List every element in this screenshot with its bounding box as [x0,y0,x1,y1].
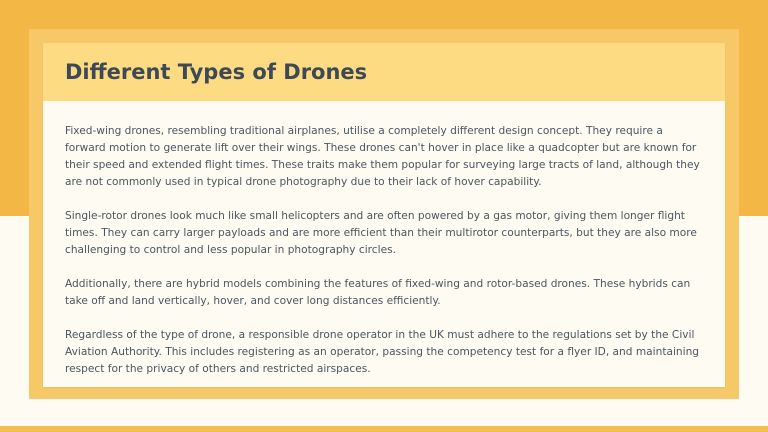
bottom-accent-strip [0,426,768,432]
paragraph-hybrid: Additionally, there are hybrid models combining the features of fixed-wing and rotor-based drones. These hybrids can take off and land vertically, hover, and cover long distances efficiently. [65,278,691,307]
page-title: Different Types of Drones [65,60,368,84]
card-header [43,43,725,101]
card-body [65,123,705,395]
paragraph-fixed-wing: Fixed-wing drones, resembling traditional airplanes, utilise a completely different design concept. They require a forward motion to generate lift over their wings. These drones can't hover in place like a quadcopter but are known for their speed and extended flight times. These traits make them popular for surveying large tracts of land, although they are not commonly used in typical drone photography due to their lack of hover capability. [65,125,700,188]
paragraph-regulations: Regardless of the type of drone, a responsible drone operator in the UK must adhere to the regulations set by the Civil Aviation Authority. This includes registering as an operator, passing the competency test for a flyer ID, and maintaining respect for the privacy of others and restricted airspaces. [65,329,700,375]
paragraph-single-rotor: Single-rotor drones look much like small helicopters and are often powered by a gas motor, giving them longer flight times. They can carry larger payloads and are more efficient than their multirotor counterparts, but they are also more challenging to control and less popular in photography circles. [65,210,697,256]
content-card [43,43,725,387]
